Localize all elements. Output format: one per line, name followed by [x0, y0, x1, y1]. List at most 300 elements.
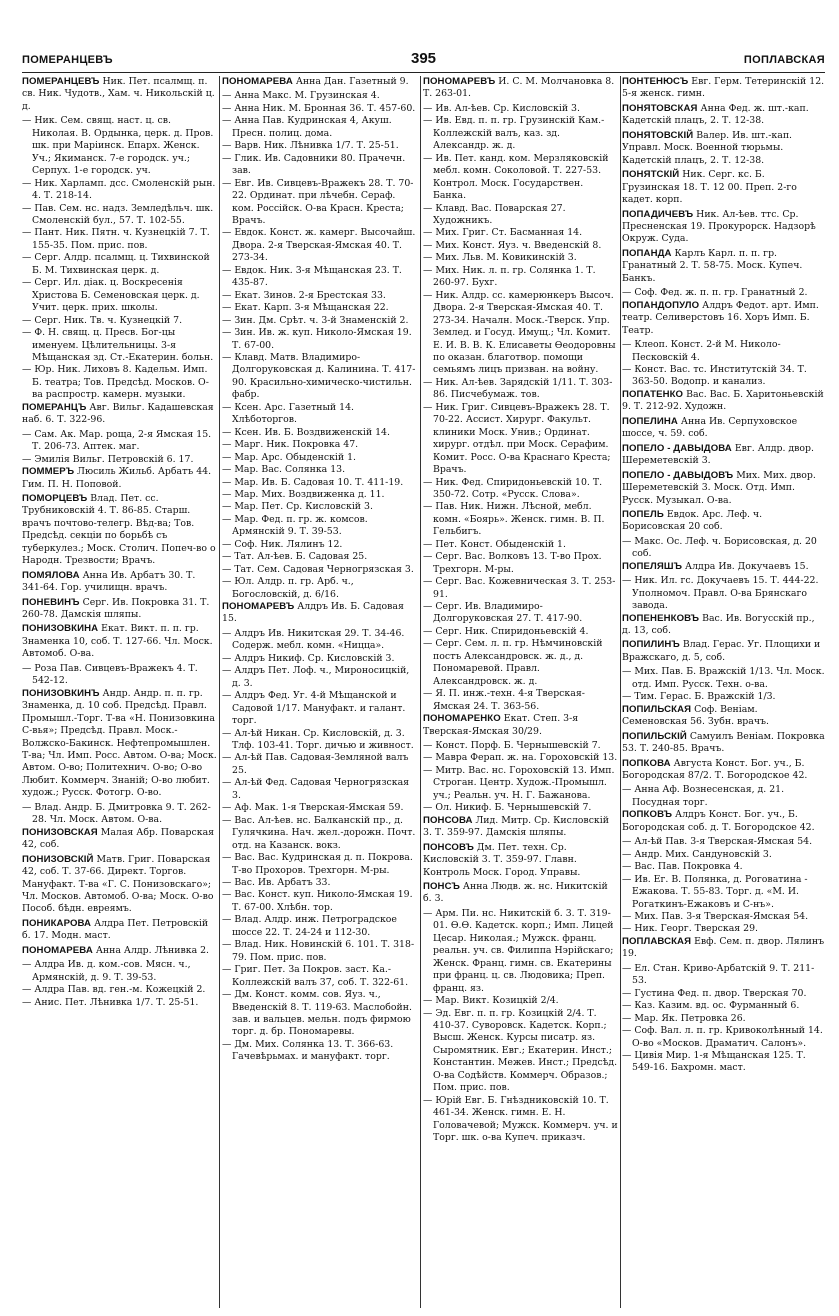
directory-entry [622, 470, 825, 507]
entry-details: — Ал-ѣй Фед. Садовая Черногрязская 3. [222, 777, 410, 801]
entry-details: — Анна Пав. Кудринская 4, Акуш. Пресн. полиц. дома. [222, 115, 392, 139]
entry-surname: ПОПКОВА [622, 757, 671, 769]
entry-details: — Анна Макс. М. Грузинская 4. [222, 90, 380, 102]
directory-subentry [222, 1039, 418, 1064]
directory-subentry [622, 874, 825, 911]
entry-details: Екат. Викт. п. п. гр. Знаменка 10, соб. Т. 127-66. Чл. Моск. Автомоб. О-ва. [22, 623, 213, 660]
entry-details: — Аф. Мак. 1-я Тверская-Ямская 59. [222, 802, 404, 814]
directory-entry [423, 713, 618, 738]
entry-details: — Алдръ Никиф. Ср. Кисловскій 3. [222, 652, 395, 664]
directory-subentry [423, 203, 618, 228]
entry-details: — Екат. Зинов. 2-я Брестская 33. [222, 289, 386, 301]
directory-entry [22, 623, 217, 660]
entry-details: — Евдок. Конст. ж. камерг. Высочайш. Двора. 2-я Тверская-Ямская 40. Т. 273-34. [222, 227, 416, 264]
directory-entry [622, 300, 825, 337]
directory-subentry [423, 626, 618, 638]
directory-subentry [222, 815, 418, 852]
directory-subentry [423, 551, 618, 576]
directory-subentry [622, 963, 825, 988]
directory-subentry [222, 728, 418, 753]
entry-details: — Мар. Арс. Обыденскій 1. [222, 451, 357, 463]
directory-subentry [22, 227, 217, 252]
directory-subentry [423, 402, 618, 477]
entry-details: Ник. Серг. кс. Б. Грузинская 18. Т. 12 00. Преп. 2-го кадет. корп. [622, 169, 797, 206]
entry-details: Анна Ив. Серпуховское шоссе, ч. 59. соб. [622, 415, 798, 440]
column-divider [620, 76, 621, 1308]
entry-surname: ПОМЕРАНЦЪ [22, 401, 87, 413]
entry-surname: ПОНЯТОВСКАЯ [622, 102, 698, 114]
entry-surname: ПОПЕЛЬ [622, 508, 664, 520]
directory-subentry [622, 364, 825, 389]
directory-entry [22, 854, 217, 916]
entry-details: — Мар. Мих. Воздвиженка д. 11. [222, 488, 385, 500]
directory-subentry [222, 402, 418, 427]
directory-entry [622, 809, 825, 834]
directory-entry [22, 570, 217, 595]
entry-surname: ПОПАНДОПУЛО [622, 299, 700, 311]
entry-details: — Юрій Евг. Б. Гнѣздниковскій 10. Т. 461-34. Женск. гимн. Е. Н. Головачевой; Мужск. Коммерч. уч. и Торг. шк. о-ва Купеч. приказч. [423, 1094, 618, 1144]
entry-surname: ПОНОМАРЕВА [22, 944, 93, 956]
directory-entry [622, 209, 825, 246]
directory-subentry [622, 575, 825, 612]
entry-details: — Мих. Ник. л. п. гр. Солянка 1. Т. 260-97. Бухг. [423, 264, 596, 289]
directory-subentry [222, 777, 418, 802]
entry-surname: ПОНСЪ [423, 881, 460, 892]
entry-details: — Мар. Викт. Козицкій 2/4. [423, 995, 559, 1007]
directory-subentry [423, 103, 618, 115]
directory-subentry [222, 752, 418, 777]
entry-surname: ПОПЕНЕНКОВЪ [622, 612, 700, 624]
entry-details: Екат. Степ. 3-я Тверская-Ямская 30/29. [423, 713, 579, 737]
entry-details: Вас. Вас. Б. Харитоньевскій 9. Т. 212-92. Художн. [622, 388, 824, 413]
entry-details: — Цивія Мир. 1-я Мѣщанская 125. Т. 549-16. Бахромн. маст. [622, 1049, 806, 1074]
directory-subentry [22, 984, 217, 996]
entry-details: Евг. Алдр. двор. Шереметевскій 3. [622, 442, 815, 467]
entry-details: — Клеоп. Конст. 2-й М. Николо-Песковскій 4. [622, 339, 781, 363]
directory-entry [622, 416, 825, 441]
directory-subentry [423, 1008, 618, 1095]
directory-subentry [423, 240, 618, 252]
entry-details: — Григ. Пет. За Покров. заст. Ка.-Коллежскій валъ 37, соб. Т. 322-61. [222, 964, 409, 988]
directory-subentry [222, 690, 418, 727]
running-head-left: ПОМЕРАНЦЕВЪ [22, 54, 113, 66]
directory-entry [423, 842, 618, 879]
directory-subentry [622, 1000, 825, 1012]
entry-details: Андр. Андр. п. п. гр. Знаменка, д. 10 соб. Предсѣд. Правл. Промышл.-Торг. Т-ва «Н. Понизовкина С-вья»; Предсѣд. Правл. Моск.-Волжско-Бакинск. Нефтепромышлен. Т-ва; Чл. Имп. Росс. Автом. О-ва; Моск. Автом. О-во; Политехнич. О-во; О-во Любит. Коммерч. Знаній; О-во любит. худож.; Русск. Фотогр. О-во. [22, 687, 217, 799]
directory-subentry [423, 290, 618, 377]
directory-subentry [423, 252, 618, 264]
directory-subentry [222, 665, 418, 690]
entry-details: — Конст. Порф. Б. Чернышевскій 7. [423, 740, 601, 752]
directory-subentry [222, 852, 418, 877]
entry-details: — Эд. Евг. п. п. гр. Козицкій 2/4. Т. 410-37. Суворовск. Кадетск. Корп.; Высш. Женск. Курсы писатр. яз. Сыромятник. Евг.; Екатерин. Инст.; Константин. Межев. Инст.; Предсѣд. О-ва Содѣйств. Коммерч. Образов.; Пом. прис. пов. [423, 1007, 618, 1094]
directory-subentry [222, 178, 418, 228]
entry-surname: ПОПЕЛО - ДАВЫДОВА [622, 442, 732, 454]
entry-details: — Юр. Ник. Лиховъ 8. Кадельм. Имп. Б. театра; Тов. Предсѣд. Москов. О-ва распростр. камерн. музыки. [22, 364, 209, 401]
entry-details: — Мих. Конст. Яуз. ч. Введенскій 8. [423, 239, 602, 251]
entry-details: — Ел. Стан. Криво-Арбатскій 9. Т. 211-53. [622, 962, 815, 987]
entry-details: — Алдръ Фед. Уг. 4-й Мѣщанской и Садовой 1/17. Мануфакт. и галант. торг. [222, 690, 406, 727]
entry-details: — Ал-ѣй Пав. 3-я Тверская-Ямская 54. [622, 836, 813, 848]
entry-details: — Ив. Ал-ѣев. Ср. Кисловскій 3. [423, 102, 580, 114]
directory-subentry [22, 429, 217, 454]
directory-subentry [22, 454, 217, 466]
entry-details: — Мар. Вас. Солянка 13. [222, 464, 346, 476]
directory-subentry [423, 1095, 618, 1145]
entry-details: Анна Фед. ж. шт.-кап. Кадетскій плацъ, 2. Т. 12-38. [622, 102, 809, 127]
directory-entry [22, 918, 217, 943]
entry-details: — Серг. Ив. Владимиро-Долгоруковская 27. Т. 417-90. [423, 601, 583, 625]
directory-entry [622, 443, 825, 468]
entry-surname: ПОПЕЛЯШЪ [622, 560, 683, 572]
entry-details: — Екат. Карп. 3-я Мѣщанская 22. [222, 302, 389, 314]
entry-details: — Алдра Ив. д. ком.-сов. Мясн. ч., Армянскій, д. 9. Т. 39-53. [22, 959, 191, 983]
entry-details: — Я. П. инж.-техн. 4-я Тверская-Ямская 24. Т. 363-56. [423, 688, 585, 712]
directory-subentry [222, 939, 418, 964]
entry-surname: ПОНСОВЪ [423, 841, 474, 853]
entry-surname: ПОНЯТСКІЙ [622, 169, 680, 181]
column-3 [423, 76, 618, 1311]
entry-details: — Клавд. Вас. Поварская 27. Художникъ. [423, 202, 566, 226]
entry-details: — Ник. Георг. Тверская 29. [622, 923, 758, 935]
directory-subentry [423, 153, 618, 203]
entry-details: — Ник. Ал-ѣев. Зарядскій 1/11. Т. 303-86. Писчебумаж. тов. [423, 376, 613, 401]
directory-subentry [423, 576, 618, 601]
directory-subentry [423, 752, 618, 764]
entry-surname: ПОНСОВА [423, 814, 473, 826]
entry-details: Алдра Ив. Докучаевъ 15. [682, 560, 809, 572]
directory-entry [622, 76, 825, 101]
entry-details: Малая Абр. Поварская 42, соб. [22, 826, 215, 851]
directory-subentry [22, 802, 217, 827]
entry-details: — Алдра Пав. вд. ген.-м. Кожецкій 2. [22, 984, 206, 996]
entry-details: Ник. Пет. псалмщ. п. св. Ник. Чудотв., Хам. ч. Никольскій ц. д. [22, 76, 215, 112]
directory-entry [22, 402, 217, 427]
directory-subentry [222, 265, 418, 290]
entry-details: — Эмилія Вильг. Петровскій 6. 17. [22, 453, 194, 465]
directory-subentry [222, 564, 418, 576]
directory-subentry [22, 178, 217, 203]
entry-details: Мих. Мих. двор. Шереметевскій 3. Моск. Отд. Имп. Русск. Музыкал. О-ва. [622, 469, 816, 506]
directory-subentry [622, 988, 825, 1000]
entry-details: — Влад. Ник. Новинскій 6. 101. Т. 318-79. Пом. прис. пов. [222, 939, 415, 963]
entry-details: Влад. Пет. сс. Трубниковскій 4. Т. 86-85. Старш. врачъ почтово-телегр. Вѣд-ва; Тов. Предсѣд. секціи по борьбѣ съ туберкулез.; Моск. Столич. Попеч-во о Народн. Трезвости; Врачъ. [22, 492, 216, 567]
directory-entry [622, 639, 825, 664]
directory-subentry [22, 277, 217, 314]
entry-details: — Каз. Казим. вд. ос. Фурманный 6. [622, 1000, 800, 1012]
entry-details: — Густина Фед. п. двор. Тверская 70. [622, 987, 807, 999]
directory-entry [622, 169, 825, 206]
entry-surname: ПОНИКАРОВА [22, 917, 92, 929]
entry-surname: ПОНОМАРЕВЪ [423, 76, 496, 87]
entry-details: — Ник. Ил. гс. Докучаевъ 15. Т. 444-22. Уполномоч. Правл. О-ва Брянскаго завода. [622, 575, 819, 612]
directory-subentry [222, 290, 418, 302]
entry-details: Алдръ Федот. арт. Имп. театр. Селиверстовъ 16. Хоръ Имп. Б. Театр. [622, 299, 819, 336]
directory-entry [222, 76, 418, 88]
entry-surname: ПОМОРЦЕВЪ [22, 492, 88, 504]
directory-subentry [423, 995, 618, 1007]
directory-subentry [423, 501, 618, 538]
entry-surname: ПОНТЕНЮСЪ [622, 76, 689, 87]
directory-subentry [222, 628, 418, 653]
entry-details: — Митр. Вас. нс. Гороховскій 13. Имп. Строган. Центр. Худож.-Промышл. уч.; Реальн. уч. Н. Г. Бажанова. [423, 764, 615, 801]
entry-details: — Арм. Пи. нс. Никитскій б. 3. Т. 319-01. Ѳ.Ѳ. Кадетск. корп.; Имп. Лицей Цесар. Николая.; Мужск. франц. реальн. уч. св. Филиппа Нэрійскаго; Женск. Франц. гимн. св. Екатерины при франц. ц. св. Людовика; Преп. франц. яз. [423, 907, 614, 994]
directory-subentry [222, 551, 418, 563]
column-divider [219, 76, 220, 1308]
page-header [22, 50, 825, 70]
directory-subentry [423, 265, 618, 290]
directory-subentry [22, 203, 217, 228]
entry-details: — Мих. Пав. 3-я Тверская-Ямская 54. [622, 911, 809, 922]
directory-subentry [222, 103, 418, 115]
running-head-right: ПОПЛАВСКАЯ [743, 54, 825, 66]
entry-details: Алдръ Ив. Б. Садовая 15. [222, 601, 404, 625]
entry-surname: ПОНИЗОВКИНЪ [22, 687, 100, 699]
entry-details: Августа Конст. Бог. уч., Б. Богородская 87/2. Т. Богородское 42. [622, 757, 808, 782]
directory-subentry [622, 849, 825, 861]
entry-surname: ПОМЕРАНЦЕВЪ [22, 76, 100, 87]
directory-subentry [222, 576, 418, 601]
entry-details: Карлъ Карл. п. п. гр. Гранатный 2. Т. 58-75. Моск. Купеч. Банкъ. [622, 247, 803, 284]
entry-details: — Анис. Пет. Лѣнивка 1/7. Т. 25-51. [22, 996, 199, 1008]
entry-details: — Глик. Ив. Садовники 80. Прачечн. зав. [222, 152, 406, 177]
entry-details: — Серг. Алдр. псалмщ. ц. Тихвинской Б. М. Тихвинская церк. д. [22, 252, 210, 276]
entry-details: — Ол. Никиф. Б. Чернышевскій 7. [423, 802, 592, 814]
directory-entry [622, 389, 825, 414]
entry-surname: ПОПАНДА [622, 247, 672, 259]
directory-subentry [222, 452, 418, 464]
directory-subentry [222, 115, 418, 140]
directory-subentry [22, 315, 217, 327]
entry-details: — Мих. Пав. Б. Вражскій 1/13. Чл. Моск. отд. Имп. Русск. Техн. о-ва. [622, 666, 825, 690]
entry-details: — Ник. Сем. свящ. наст. ц. св. Николая. В. Ордынка, церк. д. Пров. шк. при Маріинск. Епарх. Женск. Уч.; Якиманск. 7-е городск. уч.; Серпух. 1-е городск. уч. [22, 115, 214, 177]
entry-surname: ПОПИЛИНЪ [622, 639, 680, 651]
entry-details: — Серг. Вас. Волковъ 13. Т-во Прох. Трехгорн. М-ры. [423, 551, 602, 575]
directory-subentry [423, 477, 618, 502]
entry-details: — Мар. Як. Петровка 26. [622, 1012, 746, 1024]
directory-subentry [622, 923, 825, 935]
directory-entry [622, 731, 825, 756]
entry-details: — Влад. Андр. Б. Дмитровка 9. Т. 262-28. Чл. Моск. Автом. О-ва. [22, 801, 211, 826]
entry-details: — Зин. Дм. Срѣт. ч. 3-й Знаменскій 2. [222, 314, 409, 326]
directory-subentry [222, 327, 418, 352]
directory-subentry [222, 989, 418, 1039]
entry-details: Авг. Вильг. Кадашевская наб. 6. Т. 322-96. [22, 401, 214, 426]
directory-subentry [423, 802, 618, 814]
directory-entry [622, 758, 825, 783]
directory-subentry [222, 153, 418, 178]
entry-surname: ПОНИЗОВКИНА [22, 623, 99, 635]
directory-subentry [222, 140, 418, 152]
entry-details: — Мих. Льв. М. Ковикинскій 3. [423, 252, 577, 264]
entry-details: Евдок. Арс. Леф. ч. Борисовская 20 соб. [622, 508, 763, 533]
entry-details: — Пав. Ник. Нижн. Лѣсной, мебл. комн. «Боярь». Женск. гимн. В. П. Гельбигъ. [423, 501, 605, 538]
entry-details: — Ксен. Арс. Газетный 14. Хлѣботоргов. [222, 401, 354, 426]
entry-details: — Серг. Вас. Кожевническая 3. Т. 253-91. [423, 576, 616, 600]
entry-surname: ПОПКОВЪ [622, 809, 673, 821]
entry-details: — Вас. Ал-ѣев. нс. Балканскій пр., д. Гулячкина. Нач. жел.-дорожн. Почт. отд. на Казанск. вокз. [222, 814, 416, 851]
entry-details: — Мар. Пет. Ср. Кисловскій 3. [222, 501, 373, 513]
entry-surname: ПОММЕРЪ [22, 466, 75, 478]
entry-details: — Дм. Мих. Солянка 13. Т. 366-63. Гачевѣрьмах. и мануфакт. торг. [222, 1038, 394, 1063]
entry-details: — Алдръ Ив. Никитская 29. Т. 34-46. Содерж. мебл. комн. «Ницца». [222, 627, 405, 652]
directory-subentry [622, 861, 825, 873]
directory-entry [622, 509, 825, 534]
directory-subentry [423, 908, 618, 995]
entry-details: — Ксен. Ив. Б. Воздвиженскій 14. [222, 426, 390, 438]
entry-details: — Тат. Ал-ѣев. Б. Садовая 25. [222, 551, 368, 563]
directory-subentry [222, 227, 418, 264]
entry-details: — Алдръ Пет. Лоф. ч., Мироносицкій, д. 3. [222, 665, 410, 689]
entry-details: — Соф. Ник. Лялинъ 12. [222, 538, 343, 550]
directory-subentry [622, 287, 825, 299]
entry-details: Лид. Митр. Ср. Кисловскій 3. Т. 359-97. Дамскія шляпы. [423, 814, 609, 839]
entry-details: Анна Ив. Арбатъ 30. Т. 341-64. Гор. училищн. врачъ. [22, 569, 196, 594]
entry-details: — Ал-ѣй Никан. Ср. Кисловскій, д. 3. Тлф. 103-41. Торг. дичью и живност. [222, 727, 414, 752]
entry-surname: ПОНОМАРЕНКО [423, 713, 501, 725]
directory-subentry [222, 877, 418, 889]
entry-details: — Ив. Евд. п. п. гр. Грузинскій Кам.-Коллежскій валъ, каз. зд. Александр. ж. д. [423, 115, 605, 152]
directory-subentry [622, 691, 825, 703]
entry-details: — Серг. Ил. діак. ц. Воскресенія Христова Б. Семеновская церк. д. Учит. церк. прих. школы. [22, 277, 200, 314]
entry-details: — Ник. Харламп. дсс. Смоленскій рын. 4. Т. 218-14. [22, 177, 216, 202]
directory-subentry [423, 377, 618, 402]
directory-subentry [222, 464, 418, 476]
entry-details: — Мар. Фед. п. гр. ж. комсов. Армянскій 9. Т. 39-53. [222, 513, 368, 538]
directory-subentry [222, 489, 418, 501]
entry-details: — Соф. Фед. ж. п. п. гр. Гранатный 2. [622, 287, 808, 299]
directory-subentry [22, 364, 217, 401]
directory-entry [423, 881, 618, 906]
directory-subentry [423, 601, 618, 626]
directory-subentry [22, 663, 217, 688]
directory-subentry [222, 514, 418, 539]
directory-subentry [222, 802, 418, 814]
entry-details: — Ник. Фед. Спиридоньевскій 10. Т. 350-72. Сотр. «Русск. Слова». [423, 476, 603, 500]
entry-details: И. С. М. Молчановка 8. Т. 263-01. [423, 76, 615, 100]
entry-details: Алдръ Конст. Бог. уч., Б. Богородская соб. д. Т. Богородское 42. [622, 809, 815, 833]
entry-details: — Ал-ѣй Пав. Садовая-Земляной валъ 25. [222, 752, 409, 776]
directory-subentry [222, 315, 418, 327]
directory-subentry [222, 653, 418, 665]
entry-surname: ПОНЕВИНЪ [22, 596, 80, 608]
directory-subentry [423, 227, 618, 239]
directory-subentry [222, 539, 418, 551]
directory-subentry [423, 638, 618, 688]
entry-details: — Пав. Сем. нс. надз. Земледѣльч. шк. Смоленскій бул., 57. Т. 102-55. [22, 202, 214, 226]
directory-subentry [22, 327, 217, 364]
entry-details: — Ф. Н. свящ. ц. Пресв. Бог-цы именуем. Цѣлительницы. 3-я Мѣщанская зд. Ст.-Екатерин. больн. [22, 327, 214, 363]
entry-surname: ПОПАТЕНКО [622, 388, 684, 400]
entry-surname: ПОПЕЛИНА [622, 415, 678, 427]
entry-details: Анна Дан. Газетный 9. [292, 76, 409, 87]
entry-details: Анна Людв. ж. нс. Никитскій б. 3. [423, 881, 608, 905]
directory-subentry [423, 688, 618, 713]
directory-entry [622, 103, 825, 128]
entry-details: Ник. Ал-ѣев. ттс. Ср. Пресненская 19. Прокурорск. Надзорѣ Окруж. Суда. [622, 208, 816, 245]
entry-details: — Пет. Конст. Обыденскій 1. [423, 538, 566, 550]
directory-entry [423, 76, 618, 101]
directory-entry [22, 597, 217, 622]
entry-surname: ПОНИЗОВСКІЙ [22, 853, 94, 865]
entry-surname: ПОПИЛЬСКАЯ [622, 703, 692, 715]
entry-details: — Ник. Алдр. сс. камерюнкеръ Высоч. Двора. 2-я Тверская-Ямская 40. Т. 273-34. Началн. Моск.-Тверск. Упр. Землед. и Госуд. Имущ.; Чл. Комит. Е. И. В. В. К. Елисаветы Ѳеодоровны по оказан. благотвор. помощи семьямъ лицъ призван. на войну. [423, 289, 616, 376]
entry-surname: ПОПАДИЧЕВЪ [622, 208, 694, 220]
directory-subentry [222, 501, 418, 513]
column-4 [622, 76, 825, 1311]
entry-details: Евг. Герм. Тетеринскій 12. 5-я женск. гимн. [622, 76, 825, 100]
entry-details: — Вас. Вас. Кудринская д. п. Покрова. Т-во Прохоров. Трехгорн. М-ры. [222, 852, 413, 876]
directory-entry [622, 561, 825, 573]
entry-details: — Анна Аф. Вознесенская, д. 21. Посудная торг. [622, 784, 785, 808]
entry-details: — Юл. Алдр. п. гр. Арб. ч., Богословскій, д. 6/16. [222, 576, 354, 600]
entry-details: — Ив. Ег. В. Полянка, д. Роговатина - Ежакова. Т. 55-83. Торг. д. «М. И. Рогаткинъ-Ежаковъ и С-нъ». [622, 873, 808, 910]
directory-subentry [622, 784, 825, 809]
entry-details: Матв. Григ. Поварская 42, соб. Т. 37-66. Директ. Торгов. Мануфакт. Т-ва «Г. С. Понизовскаго»; Чл. Москов. Автомоб. О-ва; Моск. О-во Пособ. бѣдн. евреямъ. [22, 853, 214, 915]
entry-details: Дм. Пет. техн. Ср. Кисловскій 3. Т. 359-97. Главн. Контроль Моск. Город. Управы. [423, 841, 581, 878]
entry-details: — Роза Пав. Сивцевъ-Вражекъ 4. Т. 542-12. [22, 662, 198, 687]
directory-entry [22, 827, 217, 852]
column-1 [22, 76, 217, 1311]
entry-surname: ПОНЯТОВСКІЙ [622, 129, 694, 141]
entry-details: — Вас. Пав. Покровка 4. [622, 861, 743, 873]
entry-details: — Дм. Конст. комм. сов. Яуз. ч., Введенскій 8. Т. 119-63. Маслобойн. зав. и вальцев. мельн. подъ фирмою торг. д. бр. Пономаревы. [222, 989, 412, 1038]
page-number: 395 [410, 50, 437, 67]
directory-entry [22, 945, 217, 957]
directory-subentry [423, 115, 618, 152]
entry-details: — Андр. Мих. Сандуновскій 3. [622, 848, 772, 860]
directory-subentry [622, 666, 825, 691]
entry-details: — Ник. Григ. Сивцевъ-Вражекъ 28. Т. 70-22. Ассист. Хирург. Факульт. клиники Моск. Унив.; Ординат. хирург. отдѣл. при Моск. Серафим. Комит. Росс. О-ва Краснаго Креста; Врачъ. [423, 401, 611, 476]
entry-details: Валер. Ив. шт.-кап. Управл. Моск. Военной тюрьмы. Кадетскій плацъ, 2. Т. 12-38. [622, 129, 793, 166]
entry-details: — Тим. Герас. Б. Вражскій 1/3. [622, 691, 776, 703]
entry-details: — Серг. Сем. л. п. гр. Нѣмчиновскій постъ Александровск. ж. д., д. Пономаревой. Правл. Александровск. ж. д. [423, 638, 603, 687]
directory-subentry [622, 1025, 825, 1050]
entry-details: — Влад. Алдр. инж. Петроградское шоссе 22. Т. 24-24 и 112-30. [222, 914, 397, 938]
entry-details: — Клавд. Матв. Владимиро-Долгоруковская д. Калинина. Т. 417-90. Красильно-химическо-чистильн. фабр. [222, 351, 416, 401]
directory-subentry [222, 90, 418, 102]
entry-details: Анна Алдр. Лѣнивка 2. [92, 944, 210, 956]
directory-entry [22, 688, 217, 800]
entry-details: Серг. Ив. Покровка 31. Т. 260-78. Дамскія шляпы. [22, 596, 210, 621]
entry-details: — Вас. Конст. куп. Николо-Ямская 19. Т. 67-00. Хлѣбн. тор. [222, 889, 413, 913]
directory-subentry [22, 115, 217, 177]
entry-surname: ПОНОМАРЕВЪ [222, 601, 295, 613]
directory-subentry [222, 302, 418, 314]
directory-entry [22, 76, 217, 113]
entry-details: — Варв. Ник. Лѣнивка 1/7. Т. 25-51. [222, 140, 399, 152]
entry-details: — Марг. Ник. Покровка 47. [222, 439, 359, 451]
directory-subentry [22, 959, 217, 984]
entry-details: Влад. Герас. Уг. Площихи и Вражскаго, д. 5, соб. [622, 639, 821, 663]
entry-details: Соф. Веніам. Семеновская 56. Зубн. врачъ. [622, 703, 769, 728]
entry-details: — Серг. Ник. Спиридоньевскій 4. [423, 625, 589, 637]
entry-details: — Анна Ник. М. Бронная 36. Т. 457-60. [222, 102, 416, 114]
directory-subentry [222, 439, 418, 451]
entry-surname: ПОМЯЛОВА [22, 569, 80, 581]
entry-details: — Пант. Ник. Пятн. ч. Кузнецкій 7. Т. 155-35. Пом. прис. пов. [22, 227, 210, 251]
entry-details: — Конст. Вас. тс. Институтскій 34. Т. 363-50. Водопр. и канализ. [622, 363, 807, 388]
directory-entry [622, 613, 825, 638]
entry-details: — Макс. Ос. Леф. ч. Борисовская, д. 20 соб. [622, 535, 817, 560]
directory-subentry [423, 539, 618, 551]
entry-details: — Сам. Ак. Мар. роща, 2-я Ямская 15. Т. 206-73. Аптек. маг. [22, 428, 212, 453]
header-rule [22, 72, 825, 73]
directory-subentry [22, 997, 217, 1009]
directory-entry [622, 704, 825, 729]
directory-subentry [622, 1050, 825, 1075]
entry-surname: ПОПИЛЬСКІЙ [622, 730, 687, 742]
